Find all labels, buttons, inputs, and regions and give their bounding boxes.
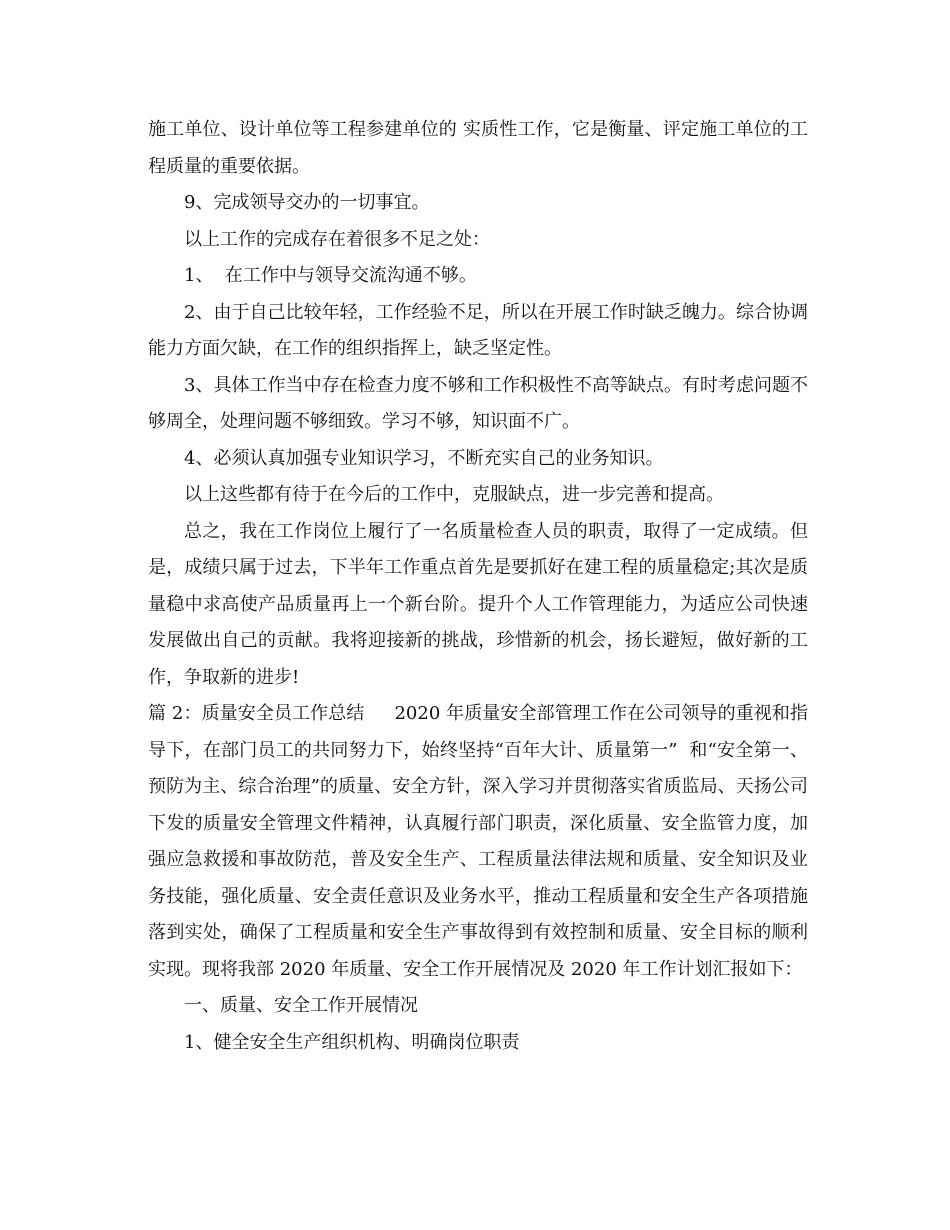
paragraph-improvement: 以上这些都有待于在今后的工作中，克服缺点，进一步完善和提高。 — [184, 484, 724, 505]
paragraph-shortcomings-intro: 以上工作的完成存在着很多不足之处： — [184, 228, 490, 250]
paragraph-shortcoming-4: 4、必须认真加强专业知识学习，不断充实自己的业务知识。 — [184, 447, 664, 469]
section-2-body: 2020 年质量安全部管理工作在公司领导的重视和指导下，在部门员工的共同努力下，始终坚持“百年大计、质量第一” 和“安全第一、预防为主、综合治理”的质量、安全方针，深入学习并贯彻落实省质监局、天扬公司下发的质量安全管理文件精神，认真履行部门职责，深化质量、安全监管力度，加强应急救援和事故防范，普及安全生产、工程质量法律法规和质量、安全知识及业务技能，强化质量、安全责任意识及业务水平，推动工程质量和安全生产各项措施落到实处，确保了工程质量和安全生产事故得到有效控制和质量、安全目标的顺利实现。现将我部 2020 年质量、安全工作开展情况及 2020 年工作计划汇报如下： — [148, 703, 808, 980]
paragraph-conclusion: 总之，我在工作岗位上履行了一名质量检查人员的职责，取得了一定成绩。但是，成绩只属于过去，下半年工作重点首先是要抓好在建工程的质量稳定;其次是质量稳中求高使产品质量再上一个新台阶。提升个人工作管理能力，为适应公司快速发展做出自己的贡献。我将迎接新的挑战，珍惜新的机会，扬长避短，做好新的工作，争取新的进步! — [148, 520, 808, 688]
subheading-organization: 1、健全安全生产组织机构、明确岗位职责 — [184, 1031, 520, 1053]
section-2-paragraph — [148, 696, 808, 988]
paragraph-shortcoming-2: 2、由于自己比较年轻，工作经验不足，所以在开展工作时缺乏魄力。综合协调能力方面欠缺，在工作的组织指挥上，缺乏坚定性。 — [148, 301, 808, 359]
section-2-heading: 篇 2：质量安全员工作总结 — [148, 703, 365, 724]
paragraph-item-9: 9、完成领导交办的一切事宜。 — [184, 192, 430, 213]
section-heading-quality-safety: 一、质量、安全工作开展情况 — [184, 995, 418, 1016]
paragraph-shortcoming-3: 3、具体工作当中存在检查力度不够和工作积极性不高等缺点。有时考虑问题不够周全，处理问题不够细致。学习不够，知识面不广。 — [148, 374, 808, 432]
paragraph-shortcoming-1: 1、 在工作中与领导交流沟通不够。 — [184, 265, 477, 286]
paragraph-continuation: 施工单位、设计单位等工程参建单位的 实质性工作，它是衡量、评定施工单位的工程质量的重要依据。 — [148, 119, 808, 177]
document-body — [148, 112, 808, 1061]
